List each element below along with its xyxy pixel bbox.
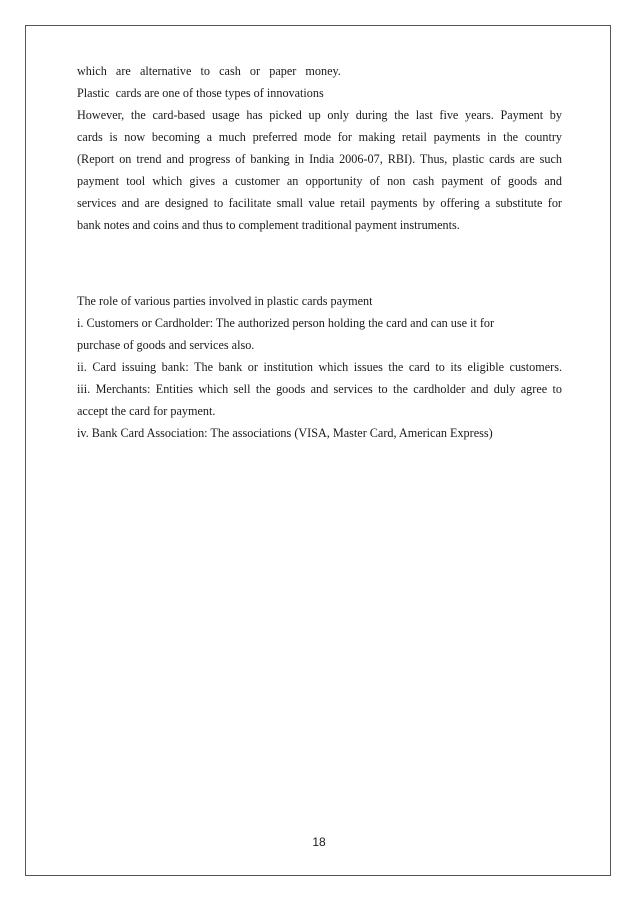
page-number: 18 bbox=[312, 835, 326, 849]
list-item-customers-cont: purchase of goods and services also. bbox=[77, 338, 255, 352]
text-line: payment tool which gives a customer an opportunity of non cash payment of goods and bbox=[77, 174, 562, 188]
text-line: which are alternative to cash or paper money. bbox=[77, 64, 341, 78]
list-item-customers: i. Customers or Cardholder: The authorized person holding the card and can use it for bbox=[77, 316, 495, 330]
paragraph-card-usage bbox=[77, 60, 562, 236]
text-line: However, the card-based usage has picked up only during the last five years. Payment by bbox=[77, 108, 562, 122]
paragraph-parties-involved bbox=[77, 290, 562, 444]
section-heading: The role of various parties involved in plastic cards payment bbox=[77, 294, 373, 308]
text-line: Plastic cards are one of those types of innovations bbox=[77, 86, 324, 100]
list-item-card-association: iv. Bank Card Association: The associations (VISA, Master Card, American Express) bbox=[77, 426, 493, 440]
text-line: cards is now becoming a much preferred mode for making retail payments in the country bbox=[77, 130, 562, 144]
text-line: bank notes and coins and thus to complement traditional payment instruments. bbox=[77, 218, 460, 232]
text-line: services and are designed to facilitate small value retail payments by offering a substitute for bbox=[77, 196, 562, 210]
list-item-merchants-cont: accept the card for payment. bbox=[77, 404, 216, 418]
text-line: (Report on trend and progress of banking in India 2006-07, RBI). Thus, plastic cards are such bbox=[77, 152, 562, 166]
list-item-issuing-bank: ii. Card issuing bank: The bank or institution which issues the card to its eligible customers. bbox=[77, 360, 562, 374]
list-item-merchants: iii. Merchants: Entities which sell the goods and services to the cardholder and duly agree to bbox=[77, 382, 562, 396]
